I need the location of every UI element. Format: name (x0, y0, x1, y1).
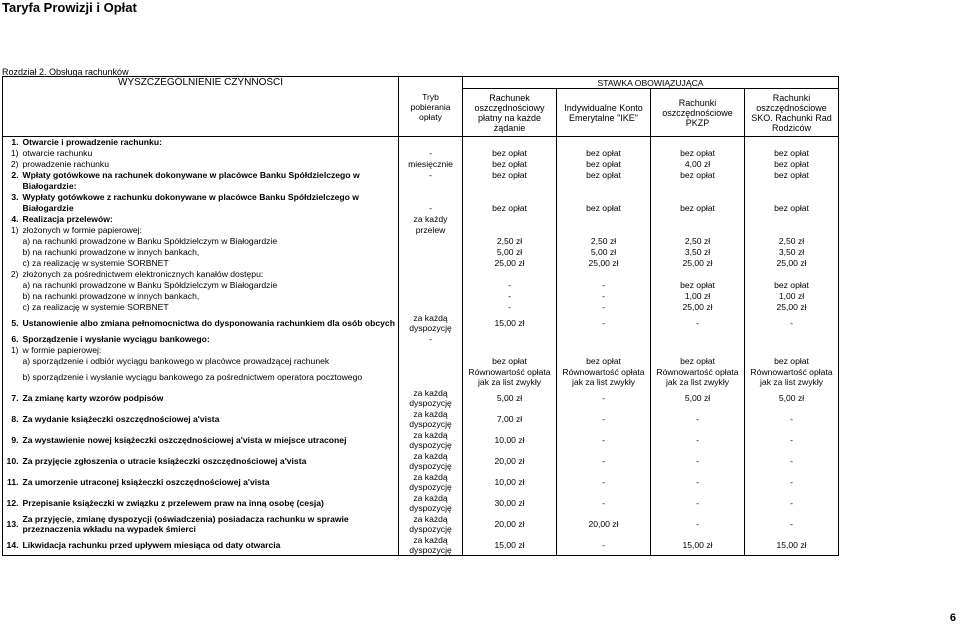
row-fee-value: bez opłat (557, 148, 651, 159)
row-fee-value: 2,50 zł (557, 236, 651, 247)
row-fee-value: - (651, 451, 745, 472)
row-description: Likwidacja rachunku przed upływem miesiąca od daty otwarcia (21, 535, 399, 556)
row-fee-value: - (557, 493, 651, 514)
row-number: 1) (3, 225, 21, 236)
row-fee-value (651, 225, 745, 236)
row-description: prowadzenie rachunku (21, 159, 399, 170)
row-number: 3. (3, 192, 21, 203)
row-fee-mode: za każdą dyspozycję (399, 472, 463, 493)
page-number: 6 (949, 612, 956, 624)
row-fee-value (463, 192, 557, 203)
row-fee-value: - (557, 451, 651, 472)
row-description: Za zmianę karty wzorów podpisów (21, 388, 399, 409)
row-fee-value (651, 334, 745, 345)
row-fee-value (463, 225, 557, 236)
row-description: Za przyjęcie, zmianę dyspozycji (oświadczenia) posiadacza rachunku w sprawie przeznaczenia wkładu na wypadek śmierci (21, 514, 399, 535)
row-fee-mode (399, 291, 463, 302)
row-fee-value: 30,00 zł (463, 493, 557, 514)
table-row (3, 203, 839, 214)
row-fee-value: 5,00 zł (463, 247, 557, 258)
row-number: 7. (3, 388, 21, 409)
row-description: c) za realizację w systemie SORBNET (21, 258, 399, 269)
row-fee-value: bez opłat (651, 148, 745, 159)
row-description: Ustanowienie albo zmiana pełnomocnictwa do dysponowania rachunkiem dla osób obcych (21, 313, 399, 334)
row-description: Wypłaty gotówkowe z rachunku dokonywane w placówce Banku Spółdzielczego w (21, 192, 399, 203)
row-fee-value: - (557, 430, 651, 451)
row-fee-value: Równowartość opłata jak za list zwykły (745, 367, 839, 388)
row-fee-mode: za każdy (399, 214, 463, 225)
row-fee-value: 15,00 zł (463, 535, 557, 556)
table-row (3, 493, 839, 514)
row-fee-value: bez opłat (745, 170, 839, 181)
row-number (3, 181, 21, 192)
row-fee-value: 25,00 zł (557, 258, 651, 269)
row-fee-value: bez opłat (745, 356, 839, 367)
row-description: Za wystawienie nowej książeczki oszczędnościowej a'vista w miejsce utraconej (21, 430, 399, 451)
row-fee-value: - (463, 291, 557, 302)
row-fee-value: Równowartość opłata jak za list zwykły (557, 367, 651, 388)
row-fee-value: - (745, 472, 839, 493)
row-fee-mode: za każdą dyspozycję (399, 535, 463, 556)
fee-table (2, 76, 839, 556)
row-fee-value (745, 334, 839, 345)
row-description: c) za realizację w systemie SORBNET (21, 302, 399, 313)
row-fee-value (651, 137, 745, 148)
row-fee-value (557, 214, 651, 225)
row-fee-value: 25,00 zł (651, 302, 745, 313)
row-fee-mode (399, 258, 463, 269)
row-number: 6. (3, 334, 21, 345)
row-fee-value: 15,00 zł (463, 313, 557, 334)
row-fee-value (651, 181, 745, 192)
row-fee-mode (399, 345, 463, 356)
row-fee-value: bez opłat (745, 280, 839, 291)
row-fee-value (745, 225, 839, 236)
row-number: 10. (3, 451, 21, 472)
row-fee-value: - (651, 514, 745, 535)
table-row (3, 313, 839, 334)
row-fee-value: - (557, 302, 651, 313)
row-fee-value: - (745, 430, 839, 451)
row-fee-value: - (651, 430, 745, 451)
table-row (3, 291, 839, 302)
row-fee-value (651, 192, 745, 203)
row-number (3, 291, 21, 302)
table-row (3, 159, 839, 170)
table-row (3, 367, 839, 388)
row-fee-value: 25,00 zł (745, 302, 839, 313)
header-col2: Indywidualne Konto Emerytalne "IKE" (557, 89, 651, 137)
header-rate: STAWKA OBOWIĄZUJĄCA (463, 77, 839, 89)
row-fee-value (557, 345, 651, 356)
row-number: 8. (3, 409, 21, 430)
row-fee-value: 25,00 zł (463, 258, 557, 269)
table-row (3, 302, 839, 313)
row-fee-value: - (745, 409, 839, 430)
row-number (3, 236, 21, 247)
row-fee-value: bez opłat (745, 159, 839, 170)
row-fee-value (745, 345, 839, 356)
document-title: Taryfa Prowizji i Opłat (2, 0, 137, 15)
row-fee-value (651, 269, 745, 280)
row-fee-value: bez opłat (745, 203, 839, 214)
row-fee-value: - (463, 280, 557, 291)
row-description: Białogardzie: (21, 181, 399, 192)
row-description: b) na rachunki prowadzone w innych bankach, (21, 247, 399, 258)
row-fee-value: 15,00 zł (651, 535, 745, 556)
row-fee-value (745, 192, 839, 203)
row-fee-value (745, 137, 839, 148)
table-row (3, 409, 839, 430)
row-fee-value: bez opłat (463, 356, 557, 367)
row-fee-value (745, 181, 839, 192)
row-fee-mode (399, 236, 463, 247)
row-number: 2) (3, 269, 21, 280)
table-row (3, 430, 839, 451)
row-fee-value (463, 181, 557, 192)
table-row (3, 137, 839, 148)
row-fee-value: 5,00 zł (651, 388, 745, 409)
row-fee-value: - (651, 493, 745, 514)
row-number: 12. (3, 493, 21, 514)
row-description: a) sporządzenie i odbiór wyciągu bankowego w placówce prowadzącej rachunek (21, 356, 399, 367)
row-fee-mode: - (399, 148, 463, 159)
row-fee-value: - (651, 472, 745, 493)
table-row (3, 514, 839, 535)
row-fee-value: bez opłat (651, 356, 745, 367)
row-description: Za wydanie książeczki oszczędnościowej a'vista (21, 409, 399, 430)
table-row (3, 247, 839, 258)
row-number: 1. (3, 137, 21, 148)
header-activity-spacer (3, 89, 399, 137)
row-fee-value: 20,00 zł (557, 514, 651, 535)
row-description: a) na rachunki prowadzone w Banku Spółdzielczym w Białogardzie (21, 236, 399, 247)
row-fee-value (557, 192, 651, 203)
row-fee-value: - (651, 313, 745, 334)
row-fee-mode: - (399, 170, 463, 181)
row-fee-value: - (557, 535, 651, 556)
row-fee-value: 2,50 zł (463, 236, 557, 247)
row-fee-value (463, 269, 557, 280)
header-col3: Rachunki oszczędnościowe PKZP (651, 89, 745, 137)
row-number: 2) (3, 159, 21, 170)
row-fee-value: 25,00 zł (651, 258, 745, 269)
row-fee-value (557, 225, 651, 236)
row-fee-value (463, 345, 557, 356)
row-fee-value: 15,00 zł (745, 535, 839, 556)
row-number: 2. (3, 170, 21, 181)
row-fee-value: bez opłat (557, 203, 651, 214)
row-fee-value (557, 269, 651, 280)
table-row (3, 388, 839, 409)
row-description: złożonych w formie papierowej: (21, 225, 399, 236)
row-fee-mode: za każdą dyspozycję (399, 388, 463, 409)
row-fee-mode: za każdą dyspozycję (399, 451, 463, 472)
row-fee-mode (399, 247, 463, 258)
row-fee-value: 3,50 zł (745, 247, 839, 258)
row-fee-value: bez opłat (557, 356, 651, 367)
row-fee-mode: za każdą dyspozycję (399, 409, 463, 430)
row-fee-value: - (557, 291, 651, 302)
row-fee-value: - (557, 472, 651, 493)
row-fee-mode (399, 181, 463, 192)
row-fee-value (745, 214, 839, 225)
row-fee-mode: za każdą dyspozycję (399, 514, 463, 535)
row-fee-value: - (745, 313, 839, 334)
row-fee-value: 25,00 zł (745, 258, 839, 269)
row-fee-mode: za każdą dyspozycję (399, 430, 463, 451)
row-fee-mode (399, 302, 463, 313)
row-description: Wpłaty gotówkowe na rachunek dokonywane w placówce Banku Spółdzielczego w (21, 170, 399, 181)
header-activity: WYSZCZEGÓLNIENIE CZYNNOŚCI (3, 77, 399, 89)
row-fee-value (463, 334, 557, 345)
row-fee-value: 1,00 zł (651, 291, 745, 302)
row-number: 1) (3, 345, 21, 356)
row-number: 13. (3, 514, 21, 535)
table-row (3, 345, 839, 356)
table-row (3, 280, 839, 291)
row-fee-value (557, 334, 651, 345)
row-fee-value: bez opłat (745, 148, 839, 159)
row-fee-mode: - (399, 203, 463, 214)
row-fee-value: - (651, 409, 745, 430)
header-mode: Tryb pobierania opłaty (399, 77, 463, 137)
row-fee-value: - (745, 514, 839, 535)
row-number (3, 247, 21, 258)
row-fee-mode: za każdą dyspozycję (399, 493, 463, 514)
row-number (3, 356, 21, 367)
table-row (3, 225, 839, 236)
row-fee-value: bez opłat (463, 170, 557, 181)
row-description: Białogardzie (21, 203, 399, 214)
row-fee-value: bez opłat (651, 280, 745, 291)
table-row (3, 181, 839, 192)
row-description: Za przyjęcie zgłoszenia o utracie książeczki oszczędnościowej a'vista (21, 451, 399, 472)
row-fee-value: bez opłat (463, 159, 557, 170)
row-fee-value: Równowartość opłata jak za list zwykły (651, 367, 745, 388)
table-row (3, 451, 839, 472)
row-fee-mode (399, 192, 463, 203)
table-row (3, 334, 839, 345)
header-col1: Rachunek oszczędnościowy płatny na każde żądanie (463, 89, 557, 137)
row-fee-value: 5,00 zł (463, 388, 557, 409)
row-number (3, 367, 21, 388)
row-description: Otwarcie i prowadzenie rachunku: (21, 137, 399, 148)
row-number (3, 203, 21, 214)
row-number: 11. (3, 472, 21, 493)
row-number: 9. (3, 430, 21, 451)
row-fee-mode: za każdą dyspozycję (399, 313, 463, 334)
row-fee-mode (399, 137, 463, 148)
row-number: 5. (3, 313, 21, 334)
row-fee-value: bez opłat (463, 203, 557, 214)
row-fee-mode: - (399, 334, 463, 345)
row-fee-value: - (557, 409, 651, 430)
table-row (3, 356, 839, 367)
row-fee-value: 7,00 zł (463, 409, 557, 430)
row-fee-value: bez opłat (463, 148, 557, 159)
row-fee-mode (399, 356, 463, 367)
table-row (3, 170, 839, 181)
row-fee-value (557, 181, 651, 192)
row-description: Realizacja przelewów: (21, 214, 399, 225)
row-number: 1) (3, 148, 21, 159)
row-fee-value: 5,00 zł (557, 247, 651, 258)
row-fee-value (463, 137, 557, 148)
header-col4: Rachunki oszczędnościowe SKO. Rachunki Rad Rodziców (745, 89, 839, 137)
row-fee-value: 10,00 zł (463, 472, 557, 493)
table-row (3, 472, 839, 493)
row-fee-value (463, 214, 557, 225)
row-number (3, 280, 21, 291)
row-description: Sporządzenie i wysłanie wyciągu bankowego: (21, 334, 399, 345)
row-fee-value: - (745, 451, 839, 472)
row-fee-value: 1,00 zł (745, 291, 839, 302)
table-row (3, 214, 839, 225)
row-fee-value: 20,00 zł (463, 514, 557, 535)
row-description: złożonych za pośrednictwem elektronicznych kanałów dostępu: (21, 269, 399, 280)
chapter-heading: Rozdział 2. Obsługa rachunków (2, 67, 129, 77)
row-description: b) sporządzenie i wysłanie wyciągu bankowego za pośrednictwem operatora pocztowego (21, 367, 399, 388)
row-fee-value (651, 214, 745, 225)
row-description: a) na rachunki prowadzone w Banku Spółdzielczym w Białogardzie (21, 280, 399, 291)
row-description: Za umorzenie utraconej książeczki oszczędnościowej a'vista (21, 472, 399, 493)
table-row (3, 535, 839, 556)
row-fee-value: 10,00 zł (463, 430, 557, 451)
row-fee-value: bez opłat (651, 203, 745, 214)
row-fee-value: 2,50 zł (745, 236, 839, 247)
row-fee-value: bez opłat (557, 159, 651, 170)
row-number: 4. (3, 214, 21, 225)
row-fee-value: 2,50 zł (651, 236, 745, 247)
row-fee-mode: przelew (399, 225, 463, 236)
row-fee-mode (399, 367, 463, 388)
row-fee-value: 20,00 zł (463, 451, 557, 472)
row-fee-value: - (463, 302, 557, 313)
row-fee-value (651, 345, 745, 356)
row-number (3, 302, 21, 313)
table-row (3, 148, 839, 159)
row-fee-value: - (745, 493, 839, 514)
row-fee-value: Równowartość opłata jak za list zwykły (463, 367, 557, 388)
row-fee-value: bez opłat (651, 170, 745, 181)
row-fee-value: - (557, 388, 651, 409)
row-fee-value (557, 137, 651, 148)
row-fee-mode (399, 280, 463, 291)
row-number: 14. (3, 535, 21, 556)
row-description: w formie papierowej: (21, 345, 399, 356)
row-description: Przepisanie książeczki w związku z przelewem praw na inną osobę (cesja) (21, 493, 399, 514)
table-row (3, 236, 839, 247)
row-fee-value: 5,00 zł (745, 388, 839, 409)
row-fee-value (745, 269, 839, 280)
row-fee-value: bez opłat (557, 170, 651, 181)
row-fee-value: 4,00 zł (651, 159, 745, 170)
row-fee-value: - (557, 280, 651, 291)
row-description: b) na rachunki prowadzone w innych bankach, (21, 291, 399, 302)
row-description: otwarcie rachunku (21, 148, 399, 159)
row-fee-value: - (557, 313, 651, 334)
table-row (3, 258, 839, 269)
row-fee-mode (399, 269, 463, 280)
table-row (3, 192, 839, 203)
row-fee-mode: miesięcznie (399, 159, 463, 170)
row-number (3, 258, 21, 269)
row-fee-value: 3,50 zł (651, 247, 745, 258)
table-row (3, 269, 839, 280)
